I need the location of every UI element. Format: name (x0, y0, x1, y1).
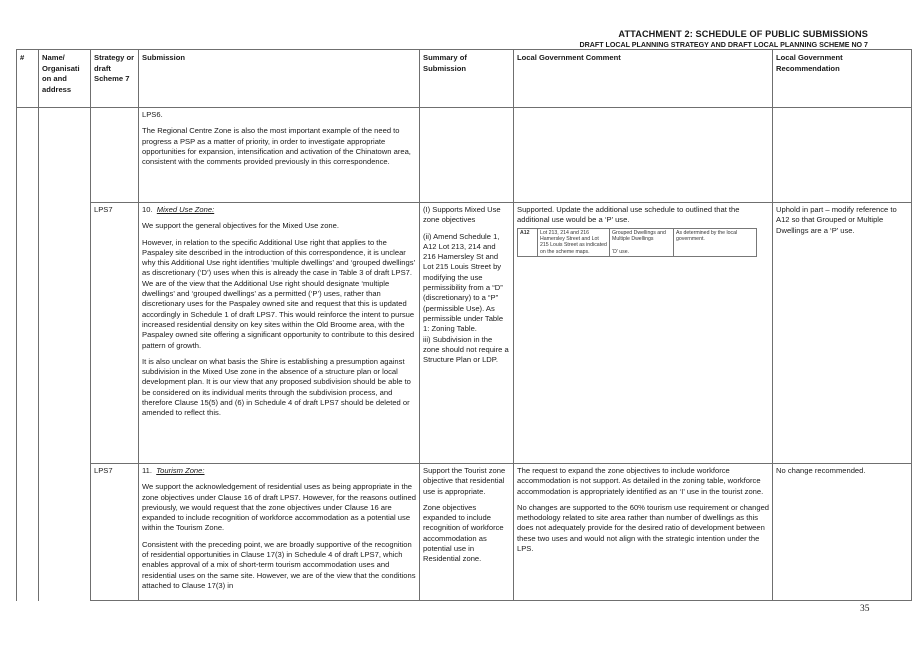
table-row (17, 203, 912, 464)
comment-cell (514, 108, 773, 203)
submission-paragraph: The Regional Centre Zone is also the most important example of the need to progress a PSP as a matter of priority, in order to investigate appropriate opportunities for expansion, intensification and activation of the Chinatown area, consistent with the comments provided previously in this correspondence. (142, 126, 411, 167)
inner-use-text: Grouped Dwellings and Multiple Dwellings (612, 229, 666, 242)
column-header-name: Name/ Organisati on and address (39, 50, 91, 108)
heading-number: 11. (142, 466, 152, 475)
num-cell (17, 108, 39, 601)
submission-cell (139, 203, 420, 464)
document-subtitle: DRAFT LOCAL PLANNING STRATEGY AND DRAFT LOCAL PLANNING SCHEME NO 7 (579, 41, 868, 49)
inner-code: A12 (518, 228, 538, 257)
submissions-table (16, 49, 912, 601)
inner-conditions: As determined by the local government. (674, 228, 757, 257)
column-header-num: # (17, 50, 39, 108)
strategy-cell: LPS7 (91, 203, 139, 464)
submission-paragraph: Consistent with the preceding point, we are broadly supportive of the recognition of residential opportunities in Clause 17(3) in Schedule 4 of draft LPS7, which enables approval of a mix of short-term tourism accommodation uses and residential uses on the same site. However, we are of the view that the conditions attached to Clause 17(3) in (142, 539, 416, 590)
recommendation-cell: Uphold in part – modify reference to A12 so that Grouped or Multiple Dwellings are a ‘P’ use. (773, 203, 912, 464)
column-header-submission: Submission (139, 50, 420, 108)
comment-paragraph: The request to expand the zone objectives to include workforce accommodation is not support. As detailed in the zoning table, workforce accommodation is appropriately identified as an ‘I’ use in the tourist zone. (517, 466, 764, 496)
page-number: 35 (860, 604, 870, 614)
summary-cell (420, 203, 514, 464)
table-row (17, 108, 912, 203)
submission-paragraph: We support the general objectives for the Mixed Use zone. (142, 221, 339, 231)
column-header-strategy: Strategy or draft Scheme 7 (91, 50, 139, 108)
submission-heading (142, 205, 416, 215)
heading-text: Tourism Zone: (156, 466, 205, 475)
column-header-recommendation: Local Government Recommendation (773, 50, 912, 108)
strategy-cell: LPS7 (91, 464, 139, 601)
comment-cell (514, 203, 773, 464)
summary-cell (420, 464, 514, 601)
additional-use-table (517, 228, 757, 258)
table-row (17, 464, 912, 601)
submission-paragraph: LPS6. (142, 110, 163, 119)
summary-paragraph: (I) Supports Mixed Use zone objectives (423, 205, 501, 225)
table-header-row (17, 50, 912, 108)
summary-paragraph: Support the Tourist zone objective that residential use is appropriate. (423, 466, 506, 496)
document-title: ATTACHMENT 2: SCHEDULE OF PUBLIC SUBMISSIONS (618, 29, 868, 39)
summary-cell (420, 108, 514, 203)
submission-heading (142, 466, 416, 476)
heading-number: 10. (142, 205, 153, 214)
summary-paragraph: Zone objectives expanded to include recognition of workforce accommodation as potential use in Residential zone. (423, 502, 504, 564)
comment-cell (514, 464, 773, 601)
submission-cell (139, 464, 420, 601)
recommendation-cell: No change recommended. (773, 464, 912, 601)
column-header-summary: Summary of Submission (420, 50, 514, 108)
recommendation-cell (773, 108, 912, 203)
submission-paragraph: We support the acknowledgement of residential uses as being appropriate in the zone objectives under Clause 16 of draft LPS7. However, for the reasons outlined previously, we would request that the zone objectives under Clause 16 are expanded to include recognition of workforce accommodation as a potential use within the Tourism Zone. (142, 482, 416, 533)
comment-paragraph: No changes are supported to the 60% tourism use requirement or changed methodology related to site area rather than number of dwellings as this does not adequately provide for the desired ratio of development between these two uses and would not align with the strategic intention under the LPS. (517, 502, 770, 554)
inner-use (610, 228, 674, 257)
strategy-cell (91, 108, 139, 203)
comment-text: Supported. Update the additional use schedule to outlined that the additional use would be a ‘P’ use. (517, 205, 740, 225)
summary-paragraph: (ii) Amend Schedule 1, A12 Lot 213, 214 and 216 Hamersley St and Lot 215 Louis Street by modifying the use permissibility from a “D” (discretionary) to a “P” (permissible Use). As permissible under Table 1: Zoning Table. iii) Subdivision in the zone should not require a Structure Plan or LDP. (423, 231, 509, 365)
name-cell (39, 108, 91, 601)
submission-cell (139, 108, 420, 203)
submission-paragraph: It is also unclear on what basis the Shire is establishing a presumption against subdivision in the Mixed Use zone in the absence of a structure plan or local development plan. It is our view that any proposed subdivision should be able to be considered on its individual merits through the subdivision process, and therefore Clause 15(5) and (6) in Schedule 4 of draft LPS7 should be deleted or amended to reflect this. (142, 356, 411, 418)
column-header-comment: Local Government Comment (514, 50, 773, 108)
heading-text: Mixed Use Zone: (156, 205, 215, 214)
inner-use-class: ‘D’ use. (612, 248, 630, 255)
inner-location: Lot 213, 214 and 216 Hamersley Street and Lot 215 Louis Street as indicated on the scheme maps. (538, 228, 610, 257)
submission-paragraph: However, in relation to the specific Additional Use right that applies to the Paspaley site described in the introduction of this correspondence, it is unclear why this Additional Use right identifies ‘multiple dwellings’ and ‘grouped dwellings’ as discretionary (‘D’) uses when this is already the case in Table 3 of draft LPS7. We are of the view that the Additional Use right should designate ‘multiple dwellings’ and ‘grouped dwellings’ as a permitted (‘P’) uses, rather than discretionary uses for the Paspaley owned site and request that this is updated accordingly in Schedule 1 of draft LPS7. This would reinforce the intent to pursue increased residential density on key sites within the Old Broome area, with the Paspaley owned site offering a significant opportunity to contribute to this desired pattern of growth. (142, 237, 415, 350)
